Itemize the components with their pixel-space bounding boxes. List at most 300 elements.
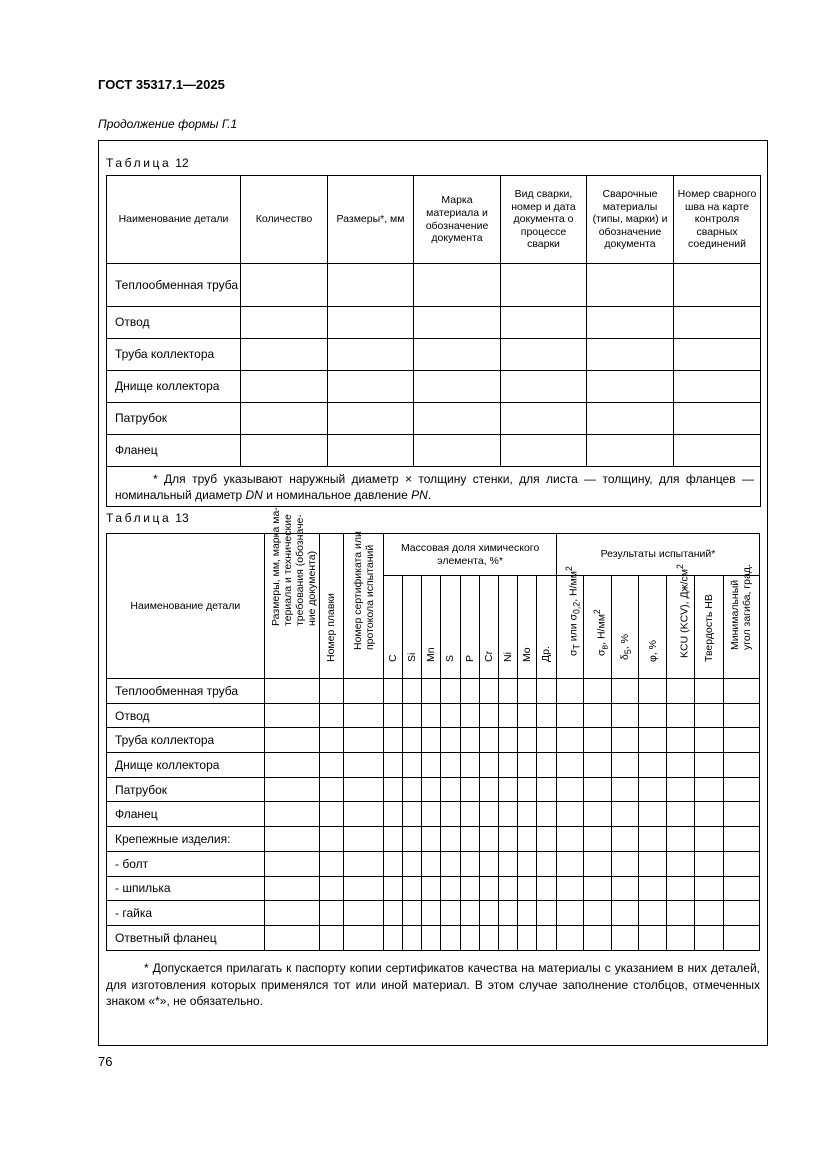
table-cell[interactable]	[517, 901, 536, 926]
table-cell[interactable]	[460, 827, 479, 852]
table-cell[interactable]	[694, 925, 723, 950]
table-cell[interactable]	[694, 851, 723, 876]
table-cell[interactable]	[319, 703, 343, 728]
table-cell[interactable]	[498, 802, 517, 827]
table-cell[interactable]	[403, 851, 422, 876]
table-cell[interactable]	[422, 703, 441, 728]
page-number: 76	[98, 1054, 113, 1069]
table-cell[interactable]	[517, 827, 536, 852]
table-cell[interactable]	[422, 679, 441, 704]
table-cell[interactable]	[422, 925, 441, 950]
table-cell[interactable]	[319, 753, 343, 778]
table12-footnote-row	[107, 467, 761, 507]
chem-element-header	[536, 576, 556, 679]
table-cell[interactable]	[319, 827, 343, 852]
table-cell[interactable]	[584, 728, 612, 753]
table-cell[interactable]	[501, 307, 587, 339]
table-cell[interactable]	[612, 728, 639, 753]
table-cell[interactable]	[403, 753, 422, 778]
table-cell[interactable]	[723, 827, 759, 852]
table-cell[interactable]	[667, 851, 694, 876]
table-cell[interactable]	[441, 679, 460, 704]
table-cell[interactable]	[414, 371, 501, 403]
table-cell[interactable]	[384, 851, 403, 876]
table-cell[interactable]	[667, 827, 694, 852]
table13-cert-header	[344, 531, 384, 679]
table-cell[interactable]	[479, 728, 498, 753]
table-cell[interactable]	[422, 802, 441, 827]
table-cell[interactable]	[422, 777, 441, 802]
table-cell[interactable]	[422, 827, 441, 852]
table-cell[interactable]	[694, 679, 723, 704]
table-cell[interactable]	[264, 753, 319, 778]
table13-caption	[106, 511, 189, 525]
table-cell[interactable]	[384, 703, 403, 728]
table12-header-row	[107, 176, 761, 264]
table-cell[interactable]	[674, 435, 761, 467]
table-cell[interactable]	[639, 851, 667, 876]
table-cell[interactable]	[723, 802, 759, 827]
row-label: Днище коллектора	[107, 753, 265, 778]
table-cell[interactable]	[328, 403, 414, 435]
table-cell[interactable]	[587, 403, 674, 435]
table-row	[107, 901, 760, 926]
table-cell[interactable]	[723, 851, 759, 876]
table-cell[interactable]	[556, 703, 583, 728]
table-cell[interactable]	[460, 728, 479, 753]
table-cell[interactable]	[479, 753, 498, 778]
table-cell[interactable]	[517, 851, 536, 876]
table-cell[interactable]	[556, 802, 583, 827]
table-cell[interactable]	[384, 901, 403, 926]
table-cell[interactable]	[674, 307, 761, 339]
table-cell[interactable]	[694, 827, 723, 852]
table12-caption	[106, 156, 189, 170]
table-cell[interactable]	[498, 777, 517, 802]
table-cell[interactable]	[479, 679, 498, 704]
table-cell[interactable]	[612, 851, 639, 876]
table-cell[interactable]	[639, 827, 667, 852]
result-impact-header	[667, 564, 694, 679]
table-cell[interactable]	[536, 703, 556, 728]
table-cell[interactable]	[384, 753, 403, 778]
table-cell[interactable]	[517, 925, 536, 950]
table-cell[interactable]	[667, 925, 694, 950]
table-cell[interactable]	[723, 777, 759, 802]
table-cell[interactable]	[264, 901, 319, 926]
table-cell[interactable]	[517, 753, 536, 778]
table-cell[interactable]	[639, 679, 667, 704]
table-cell[interactable]	[556, 827, 583, 852]
table-cell[interactable]	[414, 435, 501, 467]
table-cell[interactable]	[584, 679, 612, 704]
table-cell[interactable]	[403, 679, 422, 704]
table-cell[interactable]	[674, 371, 761, 403]
table-cell[interactable]	[667, 802, 694, 827]
table-cell[interactable]	[344, 851, 384, 876]
table-row	[107, 264, 761, 307]
table-cell[interactable]	[556, 777, 583, 802]
table-cell[interactable]	[694, 753, 723, 778]
table-row	[107, 403, 761, 435]
table-cell[interactable]	[639, 901, 667, 926]
table-cell[interactable]	[694, 876, 723, 901]
table-cell[interactable]	[639, 703, 667, 728]
table-cell[interactable]	[384, 925, 403, 950]
table-cell[interactable]	[667, 753, 694, 778]
table-cell[interactable]	[403, 901, 422, 926]
row-label: Патрубок	[107, 777, 265, 802]
table-cell[interactable]	[264, 728, 319, 753]
table-cell[interactable]	[479, 802, 498, 827]
table-cell[interactable]	[344, 901, 384, 926]
table-cell[interactable]	[319, 802, 343, 827]
table-cell[interactable]	[667, 901, 694, 926]
table-cell[interactable]	[422, 901, 441, 926]
header-line: протокола испытаний	[363, 544, 376, 650]
header-line: Номер плавки	[325, 593, 338, 662]
table-12	[106, 175, 761, 507]
table-cell[interactable]	[241, 371, 328, 403]
table-cell[interactable]	[403, 728, 422, 753]
table-cell[interactable]	[264, 777, 319, 802]
table12-header-cell: Марка материала и обозначение документа	[414, 176, 501, 264]
table-row	[107, 753, 760, 778]
table-cell[interactable]	[241, 435, 328, 467]
footnote-pn: PN	[411, 488, 428, 503]
table-cell[interactable]	[460, 703, 479, 728]
table-cell[interactable]	[441, 925, 460, 950]
table-cell[interactable]	[517, 802, 536, 827]
table-cell[interactable]	[384, 777, 403, 802]
header-unit: , Н/мм	[595, 614, 608, 646]
table-cell[interactable]	[612, 925, 639, 950]
table-cell[interactable]	[328, 339, 414, 371]
table-cell[interactable]	[536, 777, 556, 802]
table-cell[interactable]	[460, 901, 479, 926]
table-cell[interactable]	[498, 703, 517, 728]
table-cell[interactable]	[344, 679, 384, 704]
table-cell[interactable]	[556, 901, 583, 926]
table-cell[interactable]	[264, 925, 319, 950]
table-cell[interactable]	[441, 753, 460, 778]
table-cell[interactable]	[414, 307, 501, 339]
table-cell[interactable]	[584, 876, 612, 901]
table-cell[interactable]	[723, 703, 759, 728]
table-cell[interactable]	[498, 679, 517, 704]
table-cell[interactable]	[612, 827, 639, 852]
header-line: Mn	[425, 647, 438, 662]
table-cell[interactable]	[328, 264, 414, 307]
table-cell[interactable]	[479, 925, 498, 950]
table-cell[interactable]	[441, 703, 460, 728]
table-cell[interactable]	[414, 339, 501, 371]
table-cell[interactable]	[674, 339, 761, 371]
table-cell[interactable]	[241, 403, 328, 435]
table-cell[interactable]	[319, 851, 343, 876]
table-cell[interactable]	[674, 264, 761, 307]
table-cell[interactable]	[612, 679, 639, 704]
table-cell[interactable]	[344, 827, 384, 852]
result-yield-strength-header	[556, 566, 583, 679]
form-continuation-label: Продолжение формы Г.1	[98, 117, 238, 131]
table-cell[interactable]	[479, 901, 498, 926]
table-cell[interactable]	[723, 876, 759, 901]
table-row	[107, 851, 760, 876]
table-cell[interactable]	[384, 802, 403, 827]
table-row	[107, 307, 761, 339]
table-cell[interactable]	[422, 851, 441, 876]
table-cell[interactable]	[403, 802, 422, 827]
table-cell[interactable]	[441, 802, 460, 827]
table-cell[interactable]	[694, 901, 723, 926]
table-cell[interactable]	[319, 925, 343, 950]
table-cell[interactable]	[460, 876, 479, 901]
table-cell[interactable]	[441, 728, 460, 753]
table-cell[interactable]	[403, 876, 422, 901]
table-cell[interactable]	[639, 876, 667, 901]
table-cell[interactable]	[587, 339, 674, 371]
row-label: Отвод	[107, 307, 241, 339]
table-cell[interactable]	[584, 827, 612, 852]
table-cell[interactable]	[501, 435, 587, 467]
table-cell[interactable]	[584, 753, 612, 778]
table-cell[interactable]	[587, 264, 674, 307]
table-cell[interactable]	[674, 403, 761, 435]
table13-footnote	[106, 960, 760, 1010]
header-line: Si	[406, 652, 419, 662]
table-cell[interactable]	[536, 876, 556, 901]
table-row	[107, 371, 761, 403]
header-subscript: 5	[623, 649, 634, 654]
table-cell[interactable]	[460, 777, 479, 802]
table12-header-cell: Номер сварного шва на карте контроля сварных соединений	[674, 176, 761, 264]
table-cell[interactable]	[639, 728, 667, 753]
table-cell[interactable]	[723, 901, 759, 926]
result-reduction-header	[639, 576, 667, 679]
row-label: Ответный фланец	[107, 925, 265, 950]
table-cell[interactable]	[479, 777, 498, 802]
table-cell[interactable]	[441, 901, 460, 926]
table-cell[interactable]	[536, 827, 556, 852]
table-cell[interactable]	[403, 827, 422, 852]
table-cell[interactable]	[667, 679, 694, 704]
table-cell[interactable]	[667, 777, 694, 802]
table-cell[interactable]	[612, 703, 639, 728]
table-cell[interactable]	[587, 371, 674, 403]
table-cell[interactable]	[384, 827, 403, 852]
table-cell[interactable]	[723, 679, 759, 704]
table-cell[interactable]	[479, 851, 498, 876]
table-row	[107, 925, 760, 950]
table-cell[interactable]	[694, 728, 723, 753]
table-cell[interactable]	[319, 679, 343, 704]
table-cell[interactable]	[612, 753, 639, 778]
table-cell[interactable]	[498, 827, 517, 852]
table-cell[interactable]	[264, 802, 319, 827]
table-cell[interactable]	[479, 703, 498, 728]
table-cell[interactable]	[344, 753, 384, 778]
table-cell[interactable]	[536, 925, 556, 950]
header-superscript: 2	[591, 609, 602, 615]
table-cell[interactable]	[667, 876, 694, 901]
table13-sizes-header	[264, 506, 319, 679]
table-cell[interactable]	[344, 925, 384, 950]
table-cell[interactable]	[403, 925, 422, 950]
result-bend-angle-header	[723, 564, 759, 679]
table-cell[interactable]	[667, 728, 694, 753]
table-cell[interactable]	[264, 679, 319, 704]
row-label: - гайка	[107, 901, 265, 926]
table-cell[interactable]	[517, 728, 536, 753]
table-cell[interactable]	[501, 371, 587, 403]
table-cell[interactable]	[319, 876, 343, 901]
table-cell[interactable]	[460, 679, 479, 704]
table-cell[interactable]	[422, 728, 441, 753]
table-cell[interactable]	[403, 703, 422, 728]
table-cell[interactable]	[414, 403, 501, 435]
table-cell[interactable]	[536, 728, 556, 753]
table-cell[interactable]	[536, 901, 556, 926]
table-cell[interactable]	[723, 728, 759, 753]
table-cell[interactable]	[344, 876, 384, 901]
table-cell[interactable]	[241, 339, 328, 371]
table-cell[interactable]	[694, 777, 723, 802]
table-cell[interactable]	[501, 264, 587, 307]
table-cell[interactable]	[584, 703, 612, 728]
table-row	[107, 827, 760, 852]
table12-header-cell: Вид сварки, номер и дата документа о процессе сварки	[501, 176, 587, 264]
header-line: ние документа)	[305, 550, 318, 626]
row-label: Фланец	[107, 435, 241, 467]
table-cell[interactable]	[517, 777, 536, 802]
table-cell[interactable]	[328, 371, 414, 403]
table-cell[interactable]	[264, 703, 319, 728]
table-cell[interactable]	[344, 802, 384, 827]
table-cell[interactable]	[498, 728, 517, 753]
table-cell[interactable]	[422, 876, 441, 901]
table-cell[interactable]	[501, 403, 587, 435]
table-cell[interactable]	[723, 925, 759, 950]
table-cell[interactable]	[441, 876, 460, 901]
table-cell[interactable]	[587, 435, 674, 467]
table-cell[interactable]	[584, 901, 612, 926]
table-cell[interactable]	[587, 307, 674, 339]
table-cell[interactable]	[556, 679, 583, 704]
header-line: требования (обозначе-	[293, 513, 306, 626]
table-cell[interactable]	[344, 777, 384, 802]
table-cell[interactable]	[460, 851, 479, 876]
table-cell[interactable]	[639, 925, 667, 950]
table-cell[interactable]	[441, 777, 460, 802]
table-cell[interactable]	[264, 827, 319, 852]
table-cell[interactable]	[556, 876, 583, 901]
table-cell[interactable]	[667, 703, 694, 728]
table-cell[interactable]	[264, 851, 319, 876]
table-cell[interactable]	[479, 876, 498, 901]
table-cell[interactable]	[639, 753, 667, 778]
table-cell[interactable]	[319, 777, 343, 802]
table-cell[interactable]	[584, 925, 612, 950]
table-cell[interactable]	[328, 307, 414, 339]
table-cell[interactable]	[612, 901, 639, 926]
table-cell[interactable]	[498, 876, 517, 901]
header-unit: , %	[619, 633, 632, 650]
table-cell[interactable]	[536, 802, 556, 827]
table-cell[interactable]	[501, 339, 587, 371]
table-cell[interactable]	[241, 307, 328, 339]
header-line: Ni	[501, 652, 514, 662]
table-cell[interactable]	[498, 753, 517, 778]
table-cell[interactable]	[460, 753, 479, 778]
table-cell[interactable]	[536, 851, 556, 876]
table-cell[interactable]	[414, 264, 501, 307]
table-cell[interactable]	[517, 703, 536, 728]
table-cell[interactable]	[536, 679, 556, 704]
table-cell[interactable]	[723, 753, 759, 778]
table-cell[interactable]	[319, 728, 343, 753]
header-line: Минимальный	[729, 579, 742, 650]
table-cell[interactable]	[384, 876, 403, 901]
table-cell[interactable]	[264, 876, 319, 901]
header-line: териала и технические	[281, 513, 294, 626]
table12-header-cell: Наименование детали	[107, 176, 241, 264]
table-cell[interactable]	[639, 777, 667, 802]
table-cell[interactable]	[384, 679, 403, 704]
table-cell[interactable]	[344, 703, 384, 728]
table-cell[interactable]	[612, 802, 639, 827]
table-cell[interactable]	[460, 925, 479, 950]
table-cell[interactable]	[241, 264, 328, 307]
table-cell[interactable]	[612, 876, 639, 901]
table-cell[interactable]	[498, 851, 517, 876]
table-cell[interactable]	[517, 876, 536, 901]
table-cell[interactable]	[584, 777, 612, 802]
table-row	[107, 728, 760, 753]
table-cell[interactable]	[556, 925, 583, 950]
table-cell[interactable]	[556, 728, 583, 753]
chem-element-header	[441, 576, 460, 679]
table-cell[interactable]	[694, 703, 723, 728]
chem-element-header	[384, 576, 403, 679]
table-cell[interactable]	[328, 435, 414, 467]
table-cell[interactable]	[584, 851, 612, 876]
header-line: S	[444, 654, 457, 662]
table-cell[interactable]	[517, 679, 536, 704]
table-cell[interactable]	[694, 802, 723, 827]
table-cell[interactable]	[319, 901, 343, 926]
table-cell[interactable]	[479, 827, 498, 852]
table-cell[interactable]	[460, 802, 479, 827]
table-cell[interactable]	[536, 753, 556, 778]
table-cell[interactable]	[344, 728, 384, 753]
table-cell[interactable]	[498, 901, 517, 926]
table-cell[interactable]	[556, 753, 583, 778]
table12-caption-number: 12	[175, 156, 189, 170]
table-cell[interactable]	[422, 753, 441, 778]
table-cell[interactable]	[612, 777, 639, 802]
header-line: KCU (KCV), Дж/см	[678, 569, 690, 659]
table-cell[interactable]	[556, 851, 583, 876]
table-row	[107, 679, 760, 704]
table-cell[interactable]	[384, 728, 403, 753]
table-cell[interactable]	[441, 827, 460, 852]
table-cell[interactable]	[584, 802, 612, 827]
table-cell[interactable]	[639, 802, 667, 827]
table-cell[interactable]	[403, 777, 422, 802]
table-cell[interactable]	[498, 925, 517, 950]
table-cell[interactable]	[441, 851, 460, 876]
